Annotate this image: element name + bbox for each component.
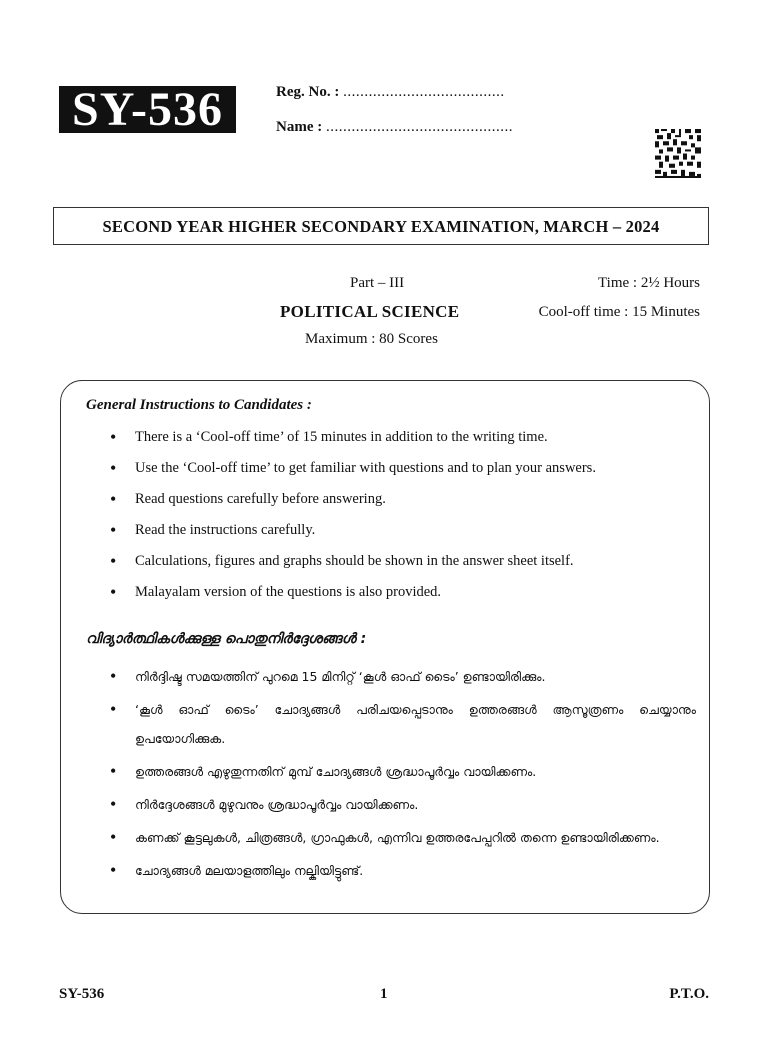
instructions-heading: General Instructions to Candidates : [86, 397, 312, 413]
paper-part: Part – III [350, 275, 405, 291]
ml-instruction-item: • ചോദ്യങ്ങൾ മലയാളത്തിലും നല്കിയിട്ടുണ്ട്. [110, 856, 696, 885]
reg-no-label: Reg. No. : [276, 84, 340, 100]
reg-no-field [276, 84, 505, 101]
ml-instructions-list [110, 662, 696, 889]
name-blank: ............................................ [325, 119, 513, 135]
instruction-item: • Malayalam version of the questions is also provided. [110, 581, 596, 612]
exam-title: SECOND YEAR HIGHER SECONDARY EXAMINATION, MARCH – 2024 [53, 207, 709, 245]
instruction-item: • Calculations, figures and graphs should be shown in the answer sheet itself. [110, 550, 596, 581]
footer-pto: P.T.O. [669, 986, 709, 1002]
ml-instruction-item: • ‘കൂൾ ഓഫ് ടൈം’ ചോദ്യങ്ങൾ പരിചയപ്പെടാനും ഉത്തരങ്ങൾ ആസൂത്രണം ചെയ്യാനും ഉപയോഗിക്കുക. [110, 695, 696, 753]
instruction-item: • Read questions carefully before answering. [110, 488, 596, 519]
footer-page-number: 1 [380, 986, 388, 1002]
paper-code-badge: SY-536 [59, 86, 236, 133]
ml-instruction-item: • കണക്ക് കൂട്ടലുകൾ, ചിത്രങ്ങൾ, ഗ്രാഫുകൾ, എന്നിവ ഉത്തരപേപ്പറിൽ തന്നെ ഉണ്ടായിരിക്കണം. [110, 823, 696, 852]
ml-instruction-item: • ഉത്തരങ്ങൾ എഴുതുന്നതിന് മുമ്പ് ചോദ്യങ്ങൾ ശ്രദ്ധാപൂർവ്വം വായിക്കണം. [110, 757, 696, 786]
instruction-item: • Read the instructions carefully. [110, 519, 596, 550]
name-label: Name : [276, 119, 323, 135]
paper-subject: POLITICAL SCIENCE [280, 302, 460, 321]
paper-time: Time : 2½ Hours [598, 275, 700, 291]
instructions-list [110, 426, 596, 612]
reg-no-blank: ...................................... [343, 84, 505, 100]
ml-instruction-item: • നിർദ്ദേശങ്ങൾ മുഴുവനും ശ്രദ്ധാപൂർവ്വം വായിക്കണം. [110, 790, 696, 819]
qr-code-icon [655, 129, 701, 178]
cooloff-time: Cool-off time : 15 Minutes [538, 304, 700, 320]
maximum-scores: Maximum : 80 Scores [305, 331, 438, 347]
instruction-item: • Use the ‘Cool-off time’ to get familiar with questions and to plan your answers. [110, 457, 596, 488]
ml-instructions-heading: വിദ്യാർത്ഥികൾക്കുള്ള പൊതുനിർദ്ദേശങ്ങൾ : [86, 631, 367, 647]
footer-paper-code: SY-536 [59, 986, 105, 1002]
name-field [276, 119, 513, 136]
instruction-item: • There is a ‘Cool-off time’ of 15 minutes in addition to the writing time. [110, 426, 596, 457]
ml-instruction-item: • നിർദ്ദിഷ്ട സമയത്തിന് പുറമെ 15 മിനിറ്റ് ‘കൂൾ ഓഫ് ടൈം’ ഉണ്ടായിരിക്കും. [110, 662, 696, 691]
